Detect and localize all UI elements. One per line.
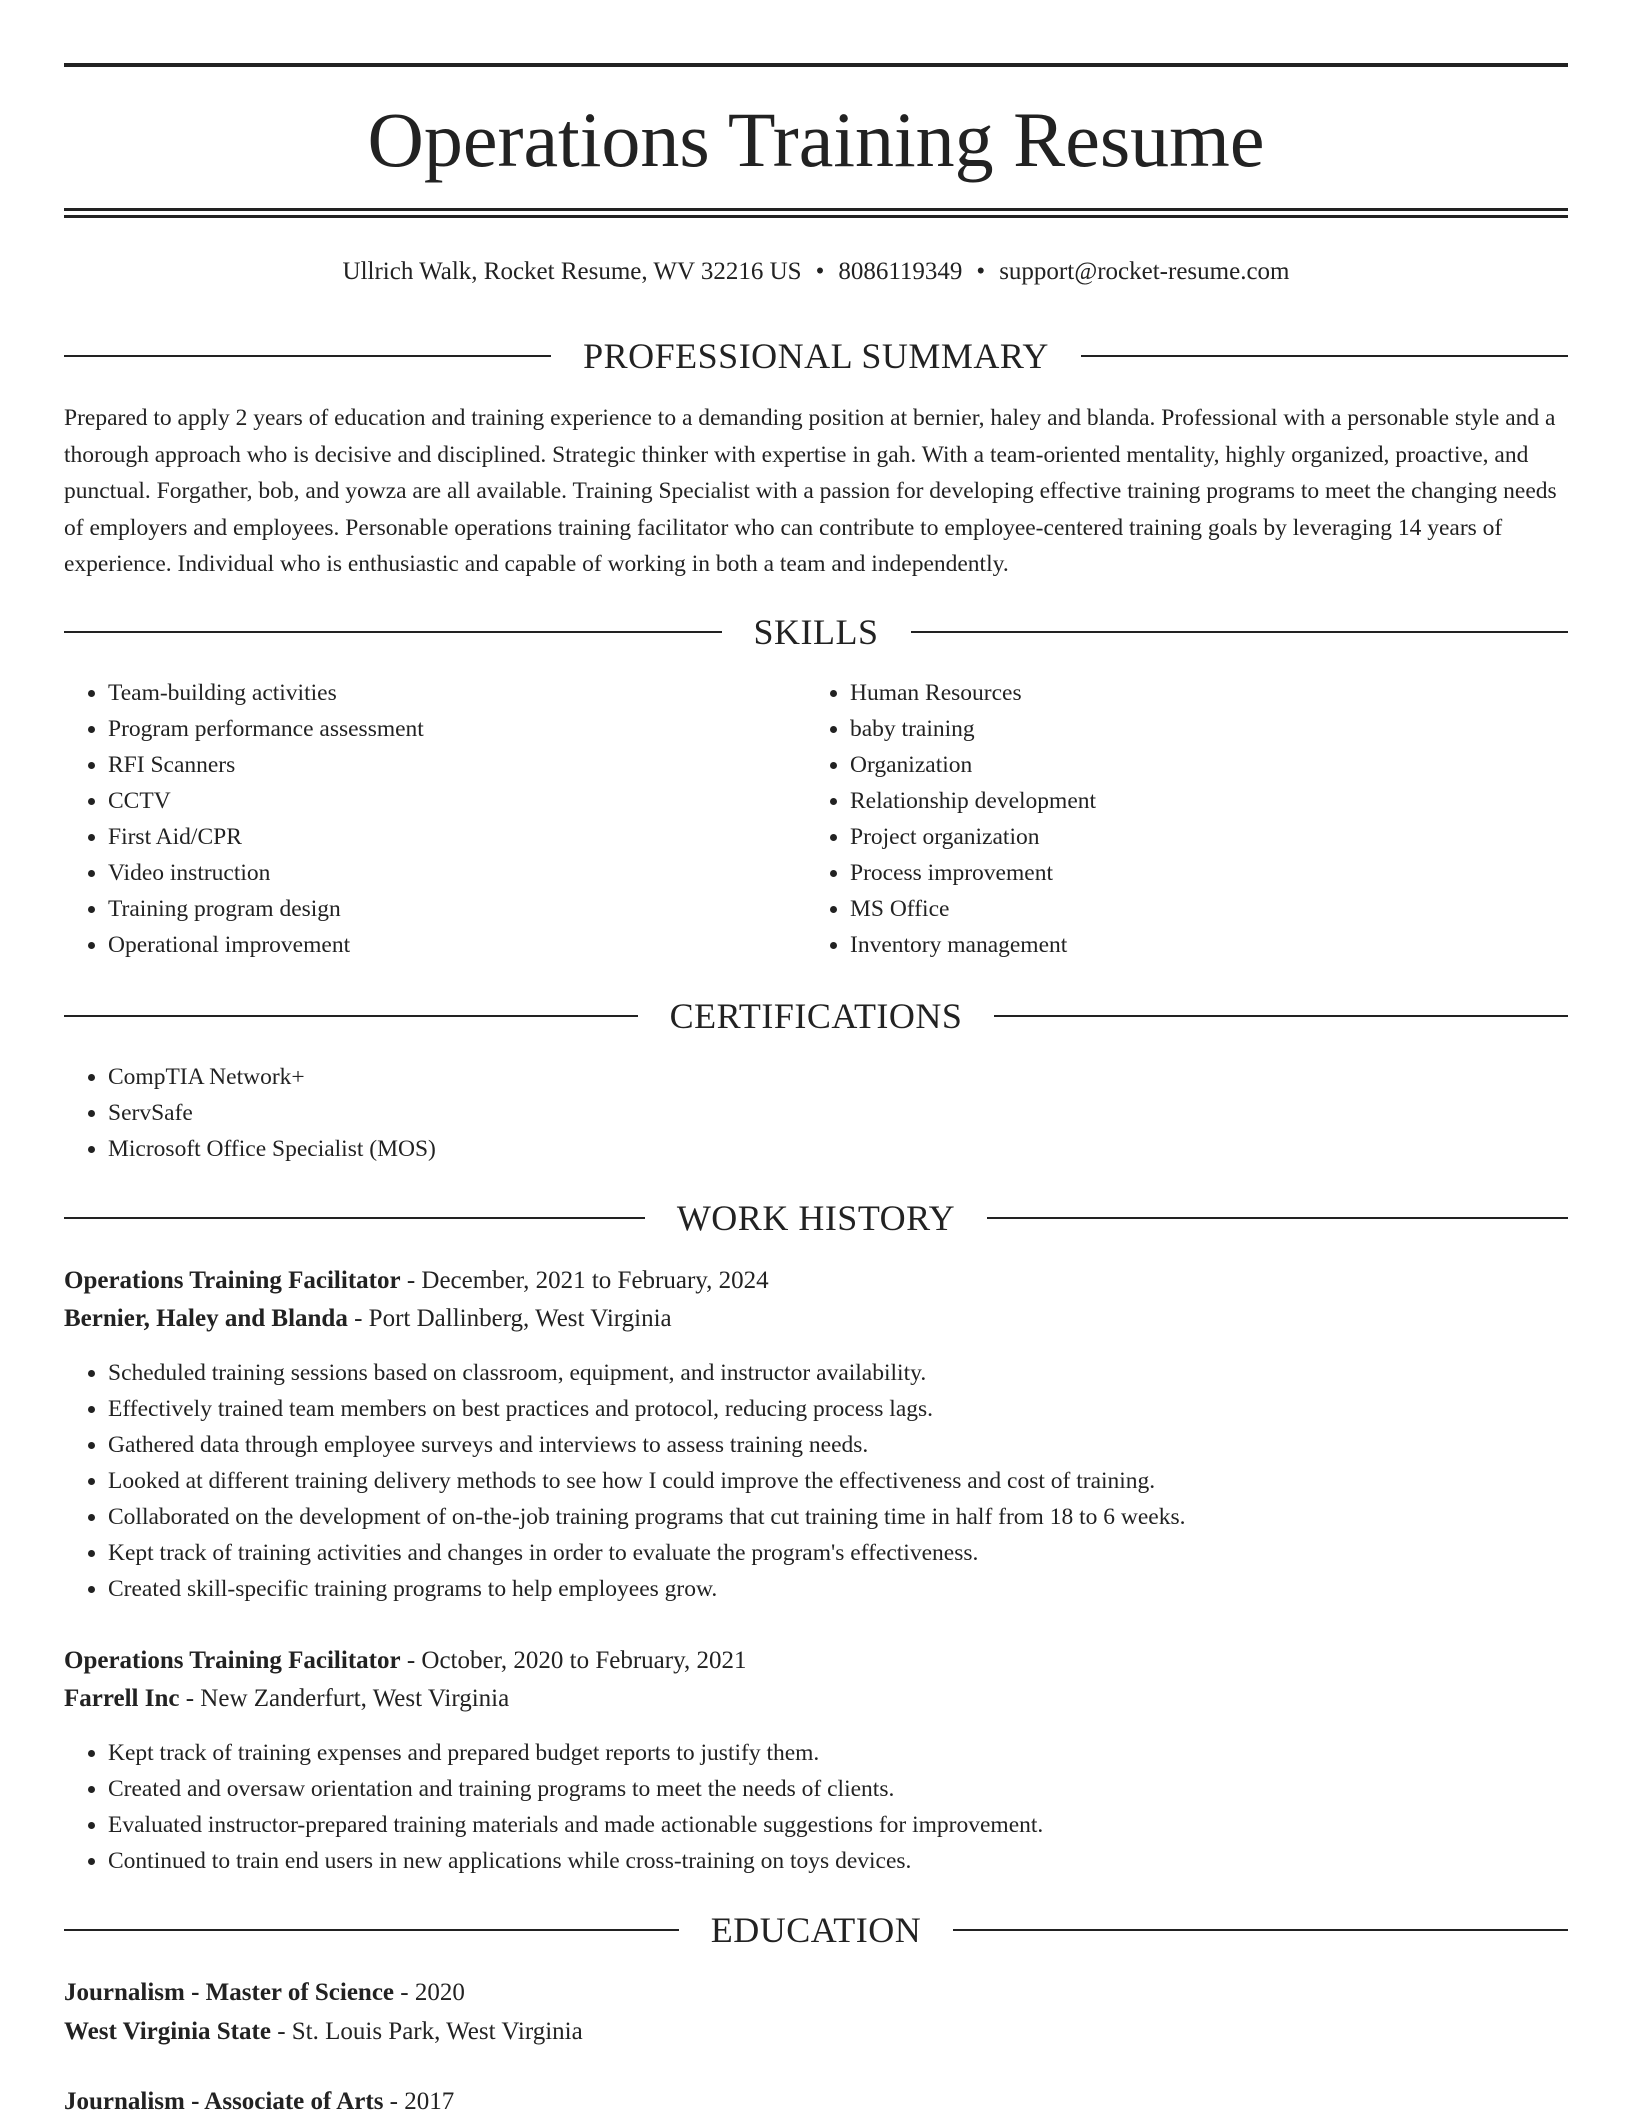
skill-item: • Training program design — [108, 891, 808, 927]
education-degree-line — [64, 2084, 1568, 2120]
job-title-line — [64, 1263, 1568, 1299]
skills-list-left — [64, 675, 808, 963]
job-duties-list — [64, 1355, 1568, 1607]
job-title: Operations Training Facilitator — [64, 1267, 401, 1294]
job-duty-item: • Kept track of training activities and changes in order to evaluate the program's effectiveness. — [108, 1535, 1568, 1571]
skill-item: • Operational improvement — [108, 927, 808, 963]
heading-rule — [911, 631, 1569, 633]
education-degree-line — [64, 1975, 1568, 2011]
skill-item: • Organization — [850, 747, 1550, 783]
job-company-line — [64, 1681, 1568, 1717]
skills-list-right — [806, 675, 1550, 963]
certifications-list — [64, 1059, 1568, 1167]
skill-item: • Team-building activities — [108, 675, 808, 711]
resume-title: Operations Training Resume — [367, 96, 1265, 183]
skill-item: • CCTV — [108, 783, 808, 819]
heading-rule — [953, 1929, 1568, 1931]
education-location: - St. Louis Park, West Virginia — [270, 2018, 583, 2045]
job-company: Farrell Inc — [64, 1685, 180, 1712]
job-duty-item: • Kept track of training expenses and prepared budget reports to justify them. — [108, 1735, 1568, 1771]
job-duty-item: • Created and oversaw orientation and training programs to meet the needs of clients. — [108, 1771, 1568, 1807]
contact-separator: • — [815, 258, 825, 285]
skill-item: • baby training — [850, 711, 1550, 747]
skill-item: • Process improvement — [850, 855, 1550, 891]
certification-item: • Microsoft Office Specialist (MOS) — [108, 1131, 1568, 1167]
skill-item: • MS Office — [850, 891, 1550, 927]
heading-rule — [987, 1217, 1568, 1219]
education-year: - 2017 — [383, 2088, 455, 2115]
job-dates: - December, 2021 to February, 2024 — [400, 1267, 769, 1294]
contact-phone: 8086119349 — [838, 258, 963, 285]
job-company: Bernier, Haley and Blanda — [64, 1305, 348, 1332]
job-title-line — [64, 1643, 1568, 1679]
education-school: West Virginia State — [64, 2018, 271, 2045]
job-duty-item: • Effectively trained team members on best practices and protocol, reducing process lags. — [108, 1391, 1568, 1427]
job-company-line — [64, 1301, 1568, 1337]
contact-line — [64, 255, 1568, 289]
certification-item: • CompTIA Network+ — [108, 1059, 1568, 1095]
heading-rule — [64, 355, 551, 357]
section-heading-skills — [64, 610, 1568, 654]
section-title: EDUCATION — [710, 1910, 922, 1950]
skill-item: • Project organization — [850, 819, 1550, 855]
education-school-line — [64, 2014, 1568, 2050]
job-duty-item: • Gathered data through employee surveys and interviews to assess training needs. — [108, 1427, 1568, 1463]
job-location: - New Zanderfurt, West Virginia — [179, 1685, 510, 1712]
education-degree: Journalism - Master of Science — [64, 1979, 395, 2006]
contact-separator: • — [976, 258, 986, 285]
job-duty-item: • Continued to train end users in new applications while cross-training on toys devices. — [108, 1843, 1568, 1879]
contact-email: support@rocket-resume.com — [999, 258, 1290, 285]
education-degree: Journalism - Associate of Arts — [64, 2088, 384, 2115]
job-duties-list — [64, 1735, 1568, 1879]
job-duty-item: • Looked at different training delivery methods to see how I could improve the effectiveness and cost of training. — [108, 1463, 1568, 1499]
section-heading-education — [64, 1908, 1568, 1952]
heading-rule — [64, 1015, 638, 1017]
title-rule-upper — [64, 208, 1568, 211]
heading-rule — [64, 1929, 679, 1931]
title-rule-lower — [64, 215, 1568, 218]
summary-text: Prepared to apply 2 years of education and training experience to a demanding position at bernier, haley and blanda. Professional with a personable style and a thorough approach who is decisive and disciplined. Strategic thinker with expertise in gah. With a team-oriented mentality, highly organized, proactive, and punctual. Forgather, bob, and yowza are all available. Training Specialist with a passion for developing effective training programs to meet the changing needs of employers and employees. Personable operations training facilitator who can contribute to employee-centered training goals by leveraging 14 years of experience. Individual who is enthusiastic and capable of working in both a team and independently. — [64, 405, 1557, 577]
heading-rule — [1081, 355, 1568, 357]
job-title: Operations Training Facilitator — [64, 1647, 401, 1674]
job-duty-item: • Scheduled training sessions based on classroom, equipment, and instructor availability. — [108, 1355, 1568, 1391]
skill-item: • Video instruction — [108, 855, 808, 891]
heading-rule — [64, 1217, 645, 1219]
section-title: SKILLS — [753, 612, 879, 652]
job-location: - Port Dallinberg, West Virginia — [347, 1305, 672, 1332]
section-heading-summary — [64, 334, 1568, 378]
skill-item: • Inventory management — [850, 927, 1550, 963]
top-rule — [64, 63, 1568, 67]
education-year: - 2020 — [394, 1979, 465, 2006]
skill-item: • RFI Scanners — [108, 747, 808, 783]
section-heading-certifications — [64, 994, 1568, 1038]
job-dates: - October, 2020 to February, 2021 — [400, 1647, 747, 1674]
section-title: CERTIFICATIONS — [669, 996, 963, 1036]
job-duty-item: • Evaluated instructor-prepared training materials and made actionable suggestions for improvement. — [108, 1807, 1568, 1843]
section-heading-work-history — [64, 1196, 1568, 1240]
skill-item: • Human Resources — [850, 675, 1550, 711]
skill-item: • Program performance assessment — [108, 711, 808, 747]
heading-rule — [994, 1015, 1568, 1017]
section-title: PROFESSIONAL SUMMARY — [583, 336, 1049, 376]
job-duty-item: • Collaborated on the development of on-the-job training programs that cut training time in half from 18 to 6 weeks. — [108, 1499, 1568, 1535]
skill-item: • Relationship development — [850, 783, 1550, 819]
certification-item: • ServSafe — [108, 1095, 1568, 1131]
heading-rule — [64, 631, 722, 633]
job-duty-item: • Created skill-specific training programs to help employees grow. — [108, 1571, 1568, 1607]
contact-address: Ullrich Walk, Rocket Resume, WV 32216 US — [342, 258, 802, 285]
section-title: WORK HISTORY — [676, 1198, 956, 1238]
skill-item: • First Aid/CPR — [108, 819, 808, 855]
